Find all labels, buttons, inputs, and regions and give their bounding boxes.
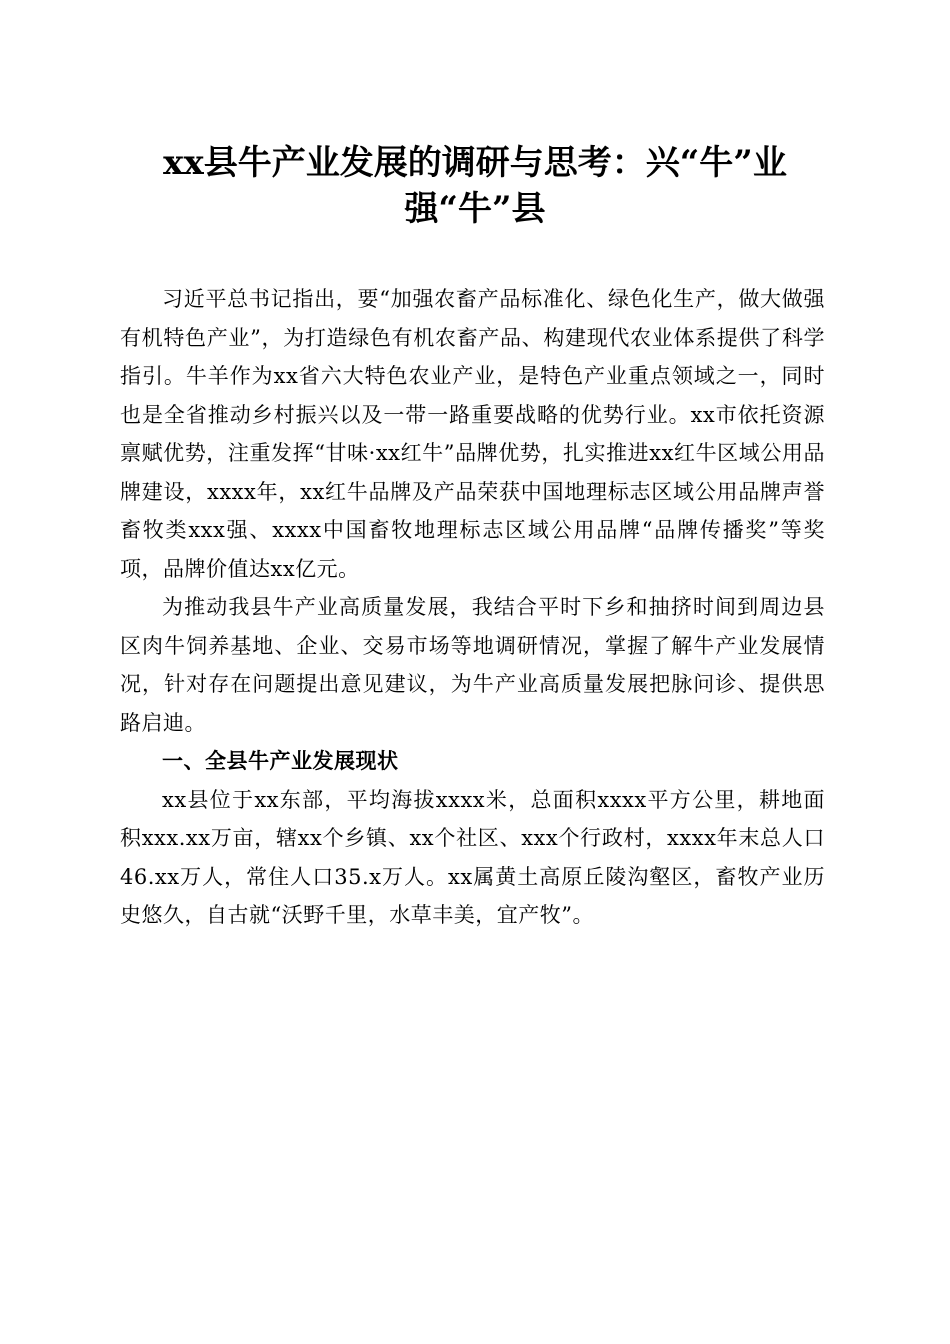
paragraph-intro: 习近平总书记指出，要“加强农畜产品标准化、绿色化生产，做大做强有机特色产业”，为打造绿色有机农畜产品、构建现代农业体系提供了科学指引。牛羊作为xx省六大特色农业产业，是特色产业重点领域之一，同时也是全省推动乡村振兴以及一带一路重要战略的优势行业。xx市依托资源禀赋优势，注重发挥“甘味·xx红牛”品牌优势，扎实推进xx红牛区域公用品牌建设，xxxx年，xx红牛品牌及产品荣获中国地理标志区域公用品牌声誉畜牧类xxx强、xxxx中国畜牧地理标志区域公用品牌“品牌传播奖”等奖项，品牌价值达xx亿元。	[120, 287, 825, 581]
document-title	[110, 140, 840, 232]
paragraph-county-overview: xx县位于xx东部，平均海拔xxxx米，总面积xxxx平方公里，耕地面积xxx.xx万亩，辖xx个乡镇、xx个社区、xxx个行政村，xxxx年末总人口46.xx万人，常住人口35.x万人。xx属黄土高原丘陵沟壑区，畜牧产业历史悠久，自古就“沃野千里，水草丰美，宜产牧”。	[120, 787, 825, 927]
section-heading-1: 一、全县牛产业发展现状	[162, 749, 399, 773]
document-body	[120, 280, 825, 935]
paragraph-research-purpose: 为推动我县牛产业高质量发展，我结合平时下乡和抽挤时间到周边县区肉牛饲养基地、企业、交易市场等地调研情况，掌握了解牛产业发展情况，针对存在问题提出意见建议，为牛产业高质量发展把脉问诊、提供思路启迪。	[120, 595, 825, 735]
title-line-2: 强“牛”县	[404, 189, 546, 229]
title-line-1: xx县牛产业发展的调研与思考：兴“牛”业	[163, 143, 787, 183]
